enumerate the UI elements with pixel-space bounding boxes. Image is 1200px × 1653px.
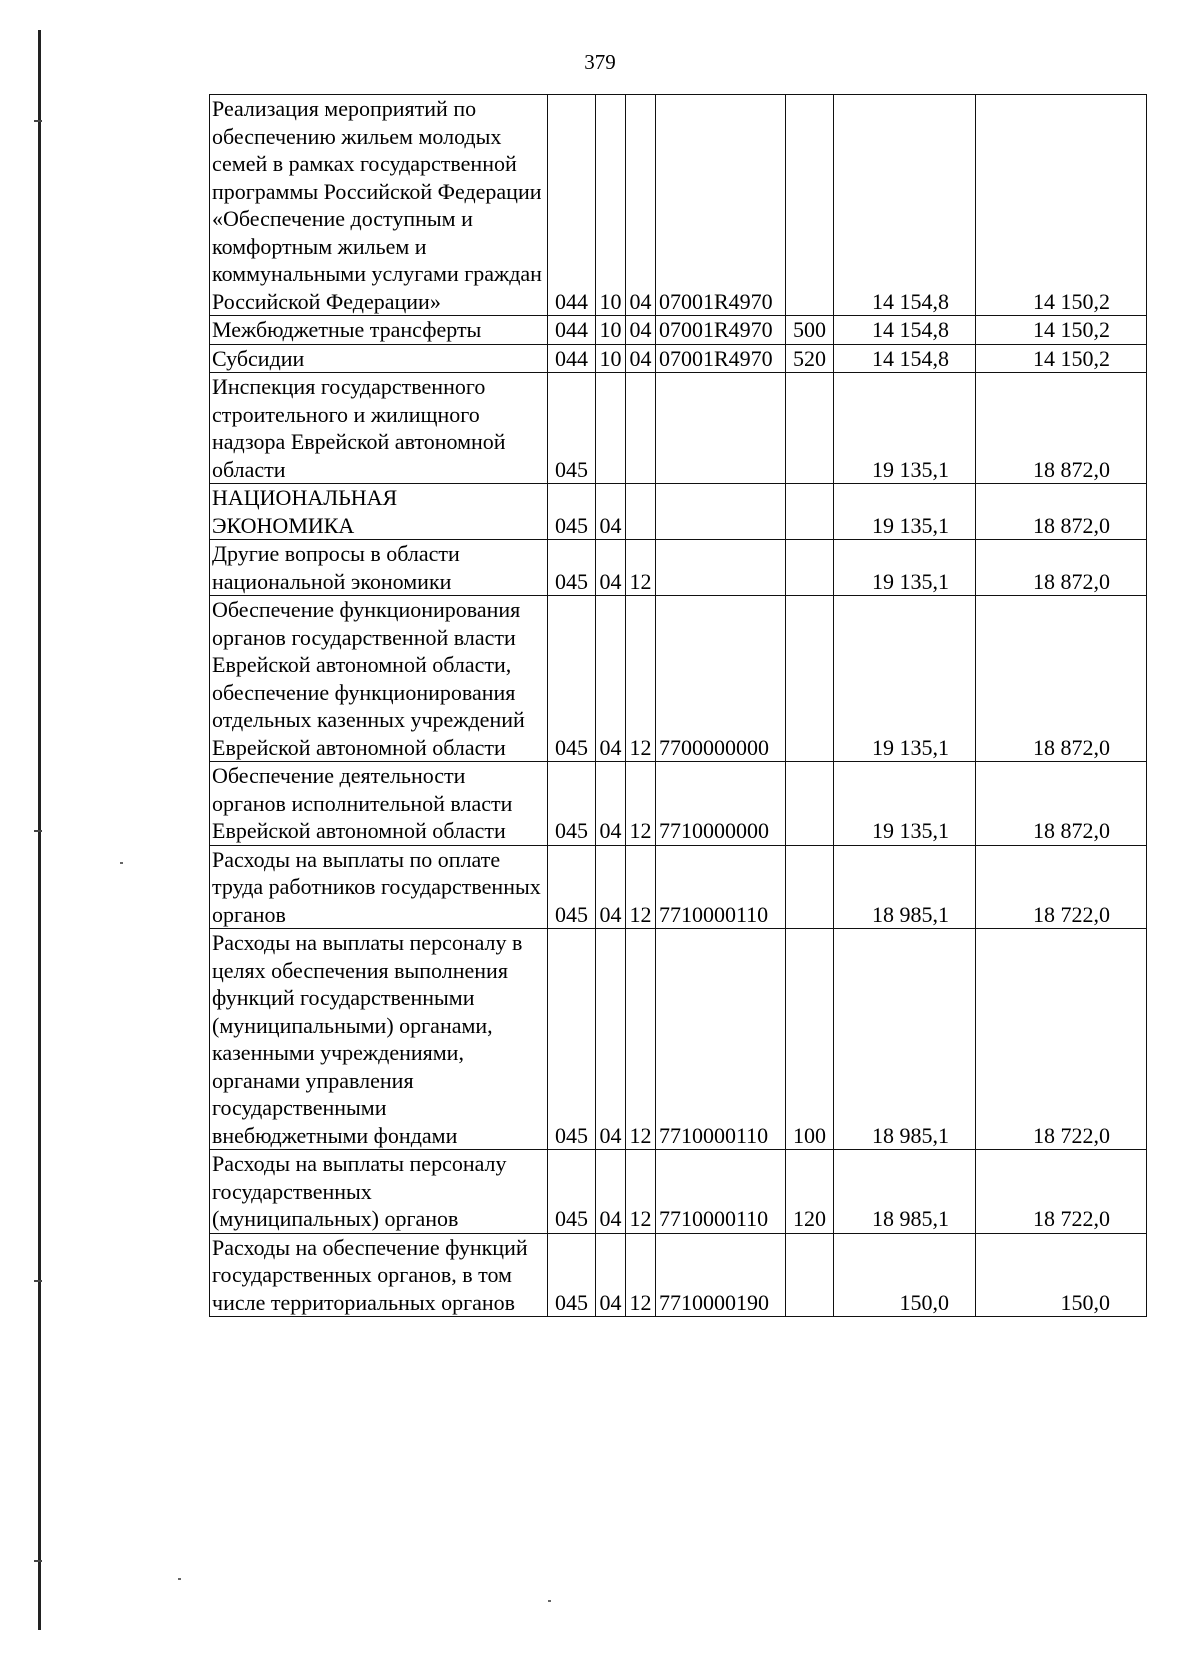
ministry-code: 045 bbox=[548, 596, 596, 762]
row-name: НАЦИОНАЛЬНАЯ ЭКОНОМИКА bbox=[210, 484, 548, 540]
expense-type-code bbox=[786, 373, 834, 484]
amount-actual: 14 150,2 bbox=[976, 344, 1147, 373]
expense-type-code bbox=[786, 1233, 834, 1317]
subsection-code: 12 bbox=[626, 1150, 656, 1234]
row-name: Расходы на выплаты по оплате труда работников государственных органов bbox=[210, 845, 548, 929]
expense-type-code bbox=[786, 484, 834, 540]
expense-type-code: 100 bbox=[786, 929, 834, 1150]
row-name: Обеспечение деятельности органов исполнительной власти Еврейской автономной области bbox=[210, 762, 548, 846]
subsection-code: 04 bbox=[626, 344, 656, 373]
amount-actual: 14 150,2 bbox=[976, 316, 1147, 345]
amount-planned: 19 135,1 bbox=[834, 373, 976, 484]
target-article-code: 7710000110 bbox=[656, 929, 786, 1150]
target-article-code bbox=[656, 373, 786, 484]
expense-type-code bbox=[786, 845, 834, 929]
row-name: Обеспечение функционирования органов государственной власти Еврейской автономной области, обеспечение функционирования отдельных казенных учреждений Еврейской автономной области bbox=[210, 596, 548, 762]
row-name: Расходы на выплаты персоналу государственных (муниципальных) органов bbox=[210, 1150, 548, 1234]
table-row bbox=[210, 596, 1147, 762]
target-article-code bbox=[656, 484, 786, 540]
subsection-code: 12 bbox=[626, 762, 656, 846]
amount-planned: 19 135,1 bbox=[834, 762, 976, 846]
table-row bbox=[210, 929, 1147, 1150]
subsection-code: 12 bbox=[626, 540, 656, 596]
row-name: Расходы на выплаты персоналу в целях обеспечения выполнения функций государственными (муниципальными) органами, казенными учреждениями, органами управления государственными внебюджетными фондами bbox=[210, 929, 548, 1150]
amount-actual: 18 722,0 bbox=[976, 929, 1147, 1150]
subsection-code: 04 bbox=[626, 95, 656, 316]
binding-mark bbox=[34, 830, 42, 832]
target-article-code: 07001R4970 bbox=[656, 95, 786, 316]
scan-speck bbox=[120, 862, 123, 864]
table-row bbox=[210, 762, 1147, 846]
table-row bbox=[210, 484, 1147, 540]
subsection-code: 12 bbox=[626, 1233, 656, 1317]
ministry-code: 045 bbox=[548, 540, 596, 596]
target-article-code: 07001R4970 bbox=[656, 316, 786, 345]
amount-actual: 18 872,0 bbox=[976, 540, 1147, 596]
row-name: Межбюджетные трансферты bbox=[210, 316, 548, 345]
section-code: 04 bbox=[596, 596, 626, 762]
row-name: Реализация мероприятий по обеспечению жильем молодых семей в рамках государственной программы Российской Федерации «Обеспечение доступным и комфортным жильем и коммунальными услугами граждан Российской Федерации» bbox=[210, 95, 548, 316]
amount-actual: 18 722,0 bbox=[976, 845, 1147, 929]
amount-actual: 18 872,0 bbox=[976, 762, 1147, 846]
row-name: Расходы на обеспечение функций государственных органов, в том числе территориальных органов bbox=[210, 1233, 548, 1317]
scan-speck bbox=[178, 1578, 181, 1580]
subsection-code: 12 bbox=[626, 845, 656, 929]
expense-type-code bbox=[786, 95, 834, 316]
table-row bbox=[210, 1150, 1147, 1234]
table-row bbox=[210, 95, 1147, 316]
amount-planned: 18 985,1 bbox=[834, 845, 976, 929]
amount-planned: 19 135,1 bbox=[834, 540, 976, 596]
amount-actual: 14 150,2 bbox=[976, 95, 1147, 316]
ministry-code: 045 bbox=[548, 845, 596, 929]
section-code: 04 bbox=[596, 540, 626, 596]
expense-type-code bbox=[786, 762, 834, 846]
ministry-code: 045 bbox=[548, 762, 596, 846]
subsection-code bbox=[626, 373, 656, 484]
target-article-code: 7710000110 bbox=[656, 1150, 786, 1234]
section-code: 10 bbox=[596, 344, 626, 373]
table-row bbox=[210, 1233, 1147, 1317]
table-row bbox=[210, 316, 1147, 345]
table-row bbox=[210, 540, 1147, 596]
subsection-code: 04 bbox=[626, 316, 656, 345]
section-code: 04 bbox=[596, 1150, 626, 1234]
ministry-code: 045 bbox=[548, 1233, 596, 1317]
target-article-code: 07001R4970 bbox=[656, 344, 786, 373]
section-code: 04 bbox=[596, 484, 626, 540]
expense-type-code: 520 bbox=[786, 344, 834, 373]
section-code bbox=[596, 373, 626, 484]
amount-planned: 150,0 bbox=[834, 1233, 976, 1317]
budget-table bbox=[209, 94, 1147, 1317]
target-article-code: 7710000110 bbox=[656, 845, 786, 929]
subsection-code: 12 bbox=[626, 929, 656, 1150]
page-number: 379 bbox=[584, 50, 616, 74]
ministry-code: 045 bbox=[548, 373, 596, 484]
section-code: 04 bbox=[596, 1233, 626, 1317]
table-row bbox=[210, 845, 1147, 929]
table-row bbox=[210, 344, 1147, 373]
amount-actual: 18 872,0 bbox=[976, 596, 1147, 762]
amount-planned: 19 135,1 bbox=[834, 484, 976, 540]
subsection-code: 12 bbox=[626, 596, 656, 762]
budget-table-body bbox=[210, 95, 1147, 1317]
amount-actual: 18 722,0 bbox=[976, 1150, 1147, 1234]
amount-actual: 150,0 bbox=[976, 1233, 1147, 1317]
binding-mark bbox=[34, 1280, 42, 1282]
section-code: 04 bbox=[596, 845, 626, 929]
target-article-code bbox=[656, 540, 786, 596]
amount-planned: 18 985,1 bbox=[834, 929, 976, 1150]
section-code: 10 bbox=[596, 316, 626, 345]
target-article-code: 7700000000 bbox=[656, 596, 786, 762]
amount-planned: 19 135,1 bbox=[834, 596, 976, 762]
expense-type-code: 500 bbox=[786, 316, 834, 345]
row-name: Инспекция государственного строительного и жилищного надзора Еврейской автономной области bbox=[210, 373, 548, 484]
ministry-code: 044 bbox=[548, 95, 596, 316]
ministry-code: 044 bbox=[548, 344, 596, 373]
binding-mark bbox=[34, 1560, 42, 1562]
amount-planned: 14 154,8 bbox=[834, 344, 976, 373]
ministry-code: 044 bbox=[548, 316, 596, 345]
amount-planned: 18 985,1 bbox=[834, 1150, 976, 1234]
subsection-code bbox=[626, 484, 656, 540]
section-code: 04 bbox=[596, 762, 626, 846]
ministry-code: 045 bbox=[548, 929, 596, 1150]
target-article-code: 7710000000 bbox=[656, 762, 786, 846]
expense-type-code bbox=[786, 596, 834, 762]
row-name: Субсидии bbox=[210, 344, 548, 373]
expense-type-code: 120 bbox=[786, 1150, 834, 1234]
amount-actual: 18 872,0 bbox=[976, 373, 1147, 484]
target-article-code: 7710000190 bbox=[656, 1233, 786, 1317]
scan-speck bbox=[548, 1600, 551, 1602]
table-row bbox=[210, 373, 1147, 484]
row-name: Другие вопросы в области национальной экономики bbox=[210, 540, 548, 596]
binding-mark bbox=[34, 120, 42, 122]
expense-type-code bbox=[786, 540, 834, 596]
ministry-code: 045 bbox=[548, 1150, 596, 1234]
ministry-code: 045 bbox=[548, 484, 596, 540]
amount-planned: 14 154,8 bbox=[834, 95, 976, 316]
section-code: 04 bbox=[596, 929, 626, 1150]
section-code: 10 bbox=[596, 95, 626, 316]
amount-planned: 14 154,8 bbox=[834, 316, 976, 345]
amount-actual: 18 872,0 bbox=[976, 484, 1147, 540]
